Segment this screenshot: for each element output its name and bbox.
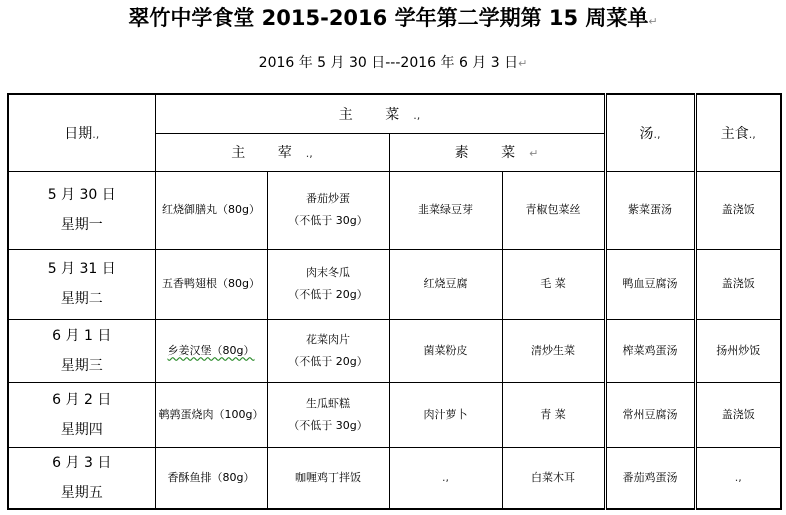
- table-row: [8, 249, 781, 319]
- meat1-cell: 鹌鹑蛋烧肉（100g）: [155, 382, 267, 447]
- meat1-cell: 乡姜汉堡（80g）: [155, 319, 267, 382]
- date-range: [0, 52, 786, 72]
- soup-cell: 鸭血豆腐汤: [605, 249, 695, 319]
- soup-cell: 榨菜鸡蛋汤: [605, 319, 695, 382]
- table-row: [8, 447, 781, 509]
- header-row-1: [8, 94, 781, 133]
- soup-cell: 番茄鸡蛋汤: [605, 447, 695, 509]
- veg1-cell: 韭菜绿豆芽: [389, 171, 502, 249]
- table-row: [8, 382, 781, 447]
- header-soup: 汤.,: [605, 94, 695, 171]
- table-row: [8, 171, 781, 249]
- staple-cell: 盖浇饭: [695, 171, 781, 249]
- veg2-cell: 青 菜: [502, 382, 605, 447]
- veg1-cell: 红烧豆腐: [389, 249, 502, 319]
- veg1-cell: 肉汁萝卜: [389, 382, 502, 447]
- date-cell: 5 月 31 日 星期二: [8, 249, 155, 319]
- veg1-cell: 菌菜粉皮: [389, 319, 502, 382]
- soup-cell: 紫菜蛋汤: [605, 171, 695, 249]
- header-staple: 主食.,: [695, 94, 781, 171]
- staple-cell: .,: [695, 447, 781, 509]
- staple-cell: 盖浇饭: [695, 249, 781, 319]
- title-text: 翠竹中学食堂 2015-2016 学年第二学期第 15 周菜单: [128, 6, 649, 30]
- menu-table: [7, 93, 782, 510]
- veg2-cell: 毛 菜: [502, 249, 605, 319]
- paragraph-mark-icon: ↵: [648, 15, 658, 28]
- meat1-cell: 红烧御膳丸（80g）: [155, 171, 267, 249]
- header-main-dish: 主 菜.,: [155, 94, 605, 133]
- header-meat: 主 荤.,: [155, 133, 389, 171]
- meat1-cell: 五香鸭翅根（80g）: [155, 249, 267, 319]
- veg1-cell: .,: [389, 447, 502, 509]
- table-row: [8, 319, 781, 382]
- meat2-cell: 番茄炒蛋 （不低于 30g）: [267, 171, 389, 249]
- date-cell: 5 月 30 日 星期一: [8, 171, 155, 249]
- veg2-cell: 青椒包菜丝: [502, 171, 605, 249]
- veg2-cell: 清炒生菜: [502, 319, 605, 382]
- date-range-text: 2016 年 5 月 30 日---2016 年 6 月 3 日: [258, 55, 519, 71]
- meat2-cell: 生瓜虾糕 （不低于 30g）: [267, 382, 389, 447]
- paragraph-mark-icon: ↵: [518, 57, 528, 70]
- page-title: [0, 2, 786, 32]
- header-veg: 素 菜↵: [389, 133, 605, 171]
- header-date: 日期.,: [8, 94, 155, 171]
- meat1-cell: 香酥鱼排（80g）: [155, 447, 267, 509]
- staple-cell: 盖浇饭: [695, 382, 781, 447]
- soup-cell: 常州豆腐汤: [605, 382, 695, 447]
- meat2-cell: 咖喱鸡丁拌饭: [267, 447, 389, 509]
- date-cell: 6 月 1 日 星期三: [8, 319, 155, 382]
- meat2-cell: 肉末冬瓜 （不低于 20g）: [267, 249, 389, 319]
- meat2-cell: 花菜肉片 （不低于 20g）: [267, 319, 389, 382]
- staple-cell: 扬州炒饭: [695, 319, 781, 382]
- veg2-cell: 白菜木耳: [502, 447, 605, 509]
- date-cell: 6 月 2 日 星期四: [8, 382, 155, 447]
- date-cell: 6 月 3 日 星期五: [8, 447, 155, 509]
